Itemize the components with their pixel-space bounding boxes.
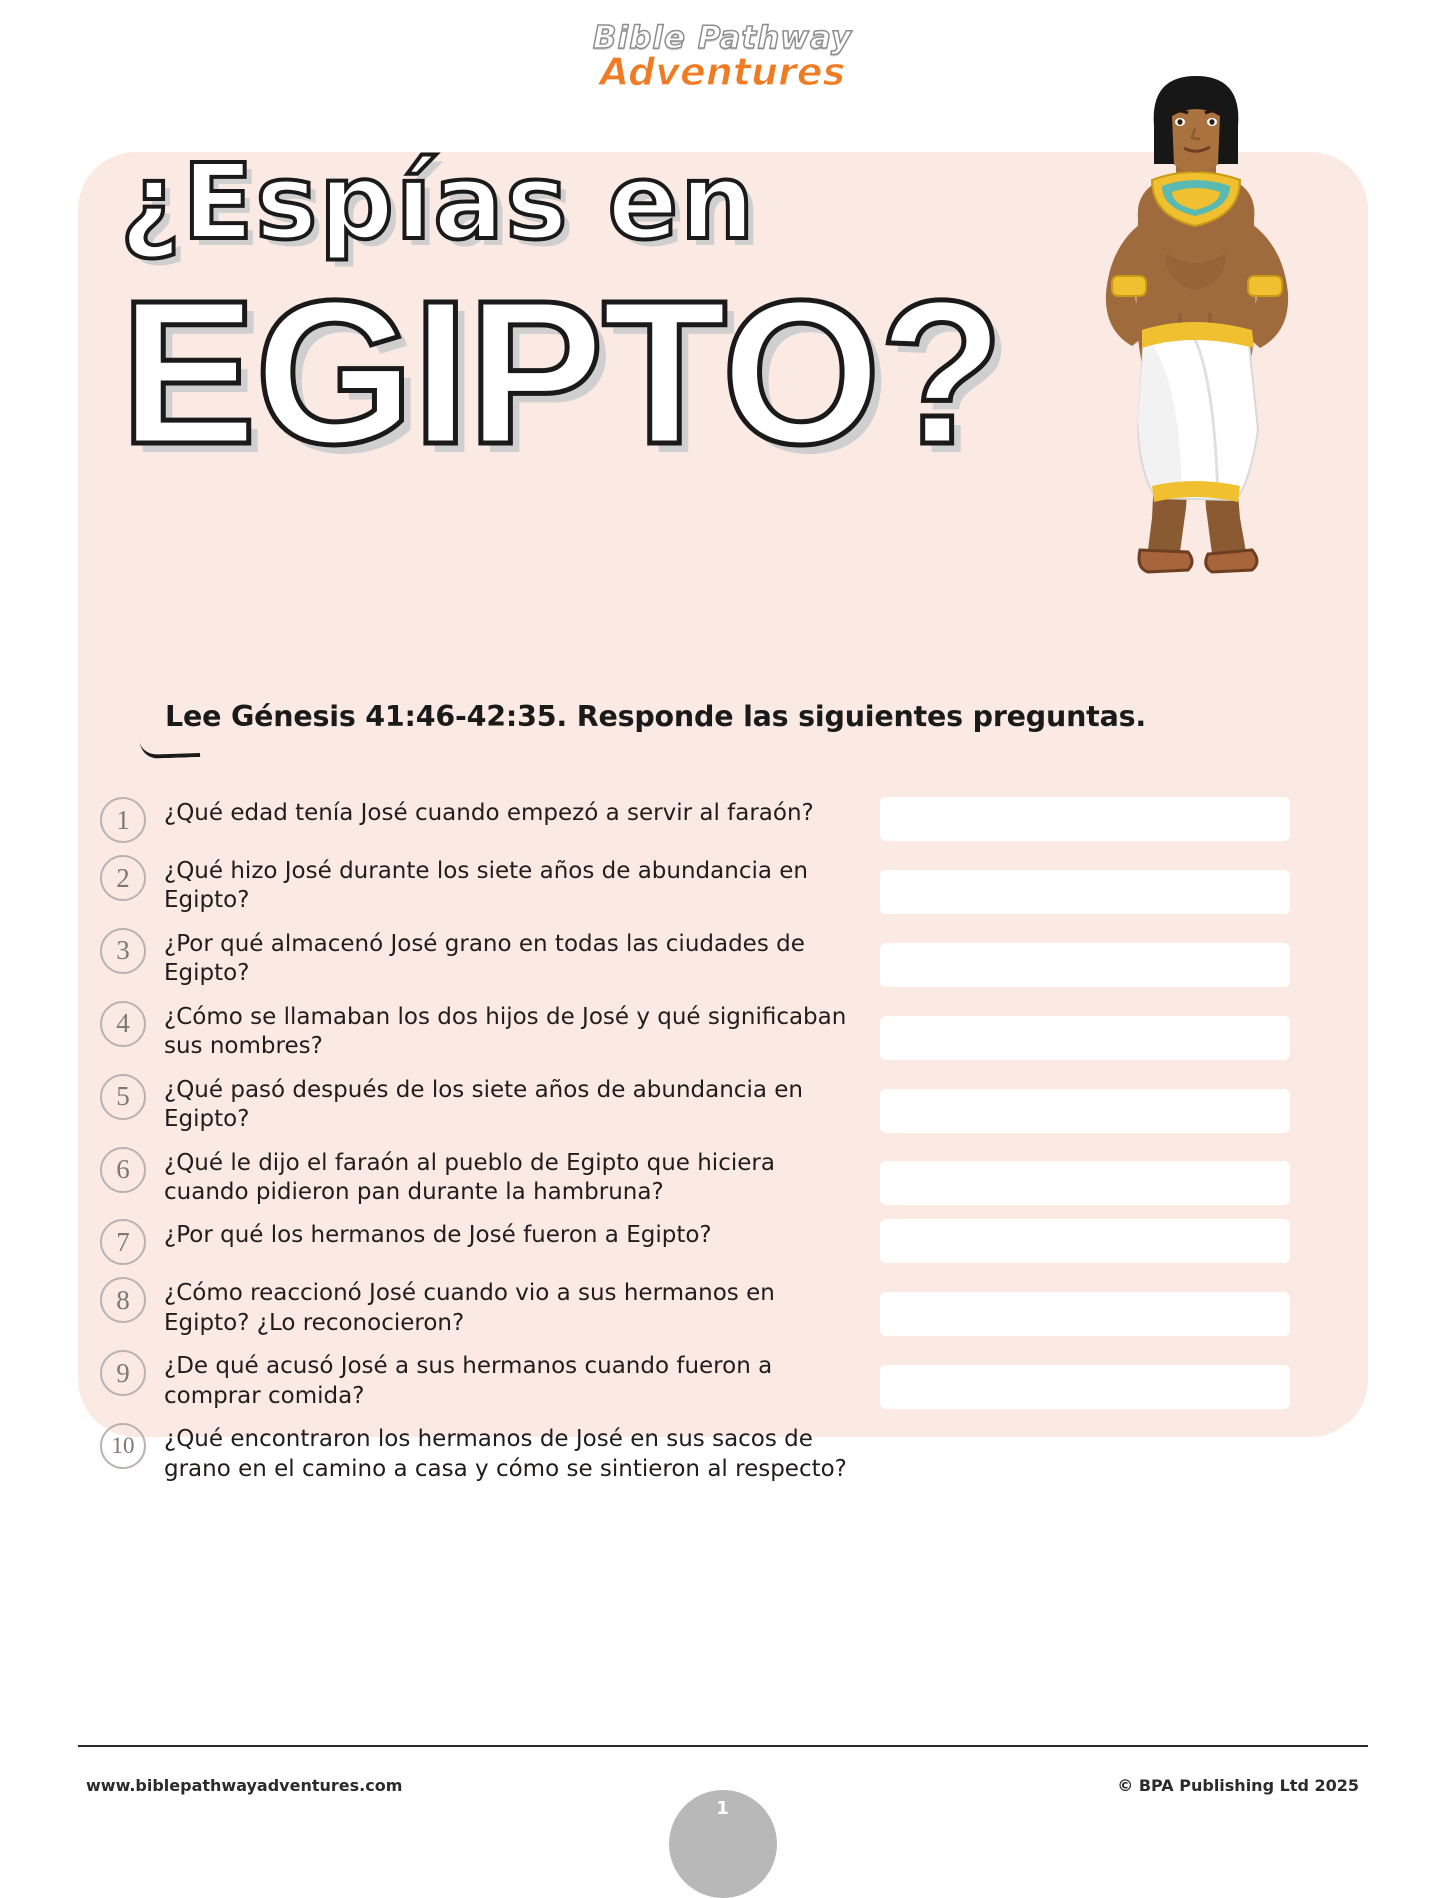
answer-field[interactable] — [880, 1365, 1290, 1409]
question-number: 5 — [100, 1074, 146, 1120]
question-text: ¿De qué acusó José a sus hermanos cuando fueron a comprar comida? — [164, 1353, 773, 1409]
answer-field[interactable] — [880, 797, 1290, 841]
question-row — [100, 1217, 1290, 1265]
question-row — [100, 853, 1290, 916]
question-text: ¿Cómo reaccionó José cuando vio a sus hermanos en Egipto? ¿Lo reconocieron? — [164, 1280, 775, 1336]
answer-field[interactable] — [880, 1016, 1290, 1060]
brand-logo — [513, 22, 933, 92]
answer-field[interactable] — [880, 1161, 1290, 1205]
question-number: 10 — [100, 1423, 146, 1469]
question-row — [100, 795, 1290, 843]
question-number: 8 — [100, 1277, 146, 1323]
page-title-line1: ¿Espías en — [120, 141, 757, 263]
answer-field[interactable] — [880, 870, 1290, 914]
answer-field[interactable] — [880, 1089, 1290, 1133]
question-row — [100, 1072, 1290, 1135]
answer-field[interactable] — [880, 1292, 1290, 1336]
question-number: 4 — [100, 1001, 146, 1047]
page-number-badge: 1 — [669, 1790, 777, 1898]
question-row — [100, 1421, 1290, 1484]
question-text: ¿Qué hizo José durante los siete años de abundancia en Egipto? — [164, 858, 808, 914]
footer-website[interactable]: www.biblepathwayadventures.com — [86, 1776, 403, 1795]
answer-field[interactable] — [880, 943, 1290, 987]
footer-copyright: © BPA Publishing Ltd 2025 — [1117, 1776, 1359, 1795]
question-text: ¿Qué le dijo el faraón al pueblo de Egipto que hiciera cuando pidieron pan durante la hambruna? — [164, 1149, 775, 1205]
question-row — [100, 999, 1290, 1062]
question-number: 7 — [100, 1219, 146, 1265]
question-text: ¿Por qué almacenó José grano en todas las ciudades de Egipto? — [164, 930, 805, 987]
question-number: 1 — [100, 797, 146, 843]
question-number: 3 — [100, 928, 146, 974]
question-number: 6 — [100, 1147, 146, 1193]
question-list — [100, 795, 1290, 1494]
footer-divider — [78, 1745, 1368, 1747]
page-title — [120, 141, 1003, 487]
joseph-character-illustration — [1040, 68, 1350, 598]
question-number: 2 — [100, 855, 146, 901]
instruction-underline-swoosh — [140, 739, 201, 759]
brand-logo-line2: Adventures — [599, 49, 846, 94]
question-number: 9 — [100, 1350, 146, 1396]
page-title-line2: EGIPTO? — [120, 258, 1003, 487]
question-text: ¿Qué encontraron los hermanos de José en sus sacos de grano en el camino a casa y cómo se sintieron al respecto? — [164, 1426, 847, 1482]
instruction-text: Lee Génesis 41:46-42:35. Responde las siguientes preguntas. — [165, 700, 1147, 733]
question-text: ¿Qué pasó después de los siete años de abundancia en Egipto? — [164, 1076, 803, 1133]
question-row — [100, 926, 1290, 989]
answer-field[interactable] — [880, 1438, 1290, 1482]
brand-logo-line1: Bible Pathway — [592, 20, 853, 56]
question-row — [100, 1275, 1290, 1338]
question-row — [100, 1348, 1290, 1411]
question-row — [100, 1145, 1290, 1208]
question-text: ¿Por qué los hermanos de José fueron a Egipto? — [164, 1222, 712, 1249]
question-text: ¿Cómo se llamaban los dos hijos de José y qué significaban sus nombres? — [164, 1003, 847, 1060]
question-text: ¿Qué edad tenía José cuando empezó a servir al faraón? — [164, 800, 814, 826]
answer-field[interactable] — [880, 1219, 1290, 1263]
